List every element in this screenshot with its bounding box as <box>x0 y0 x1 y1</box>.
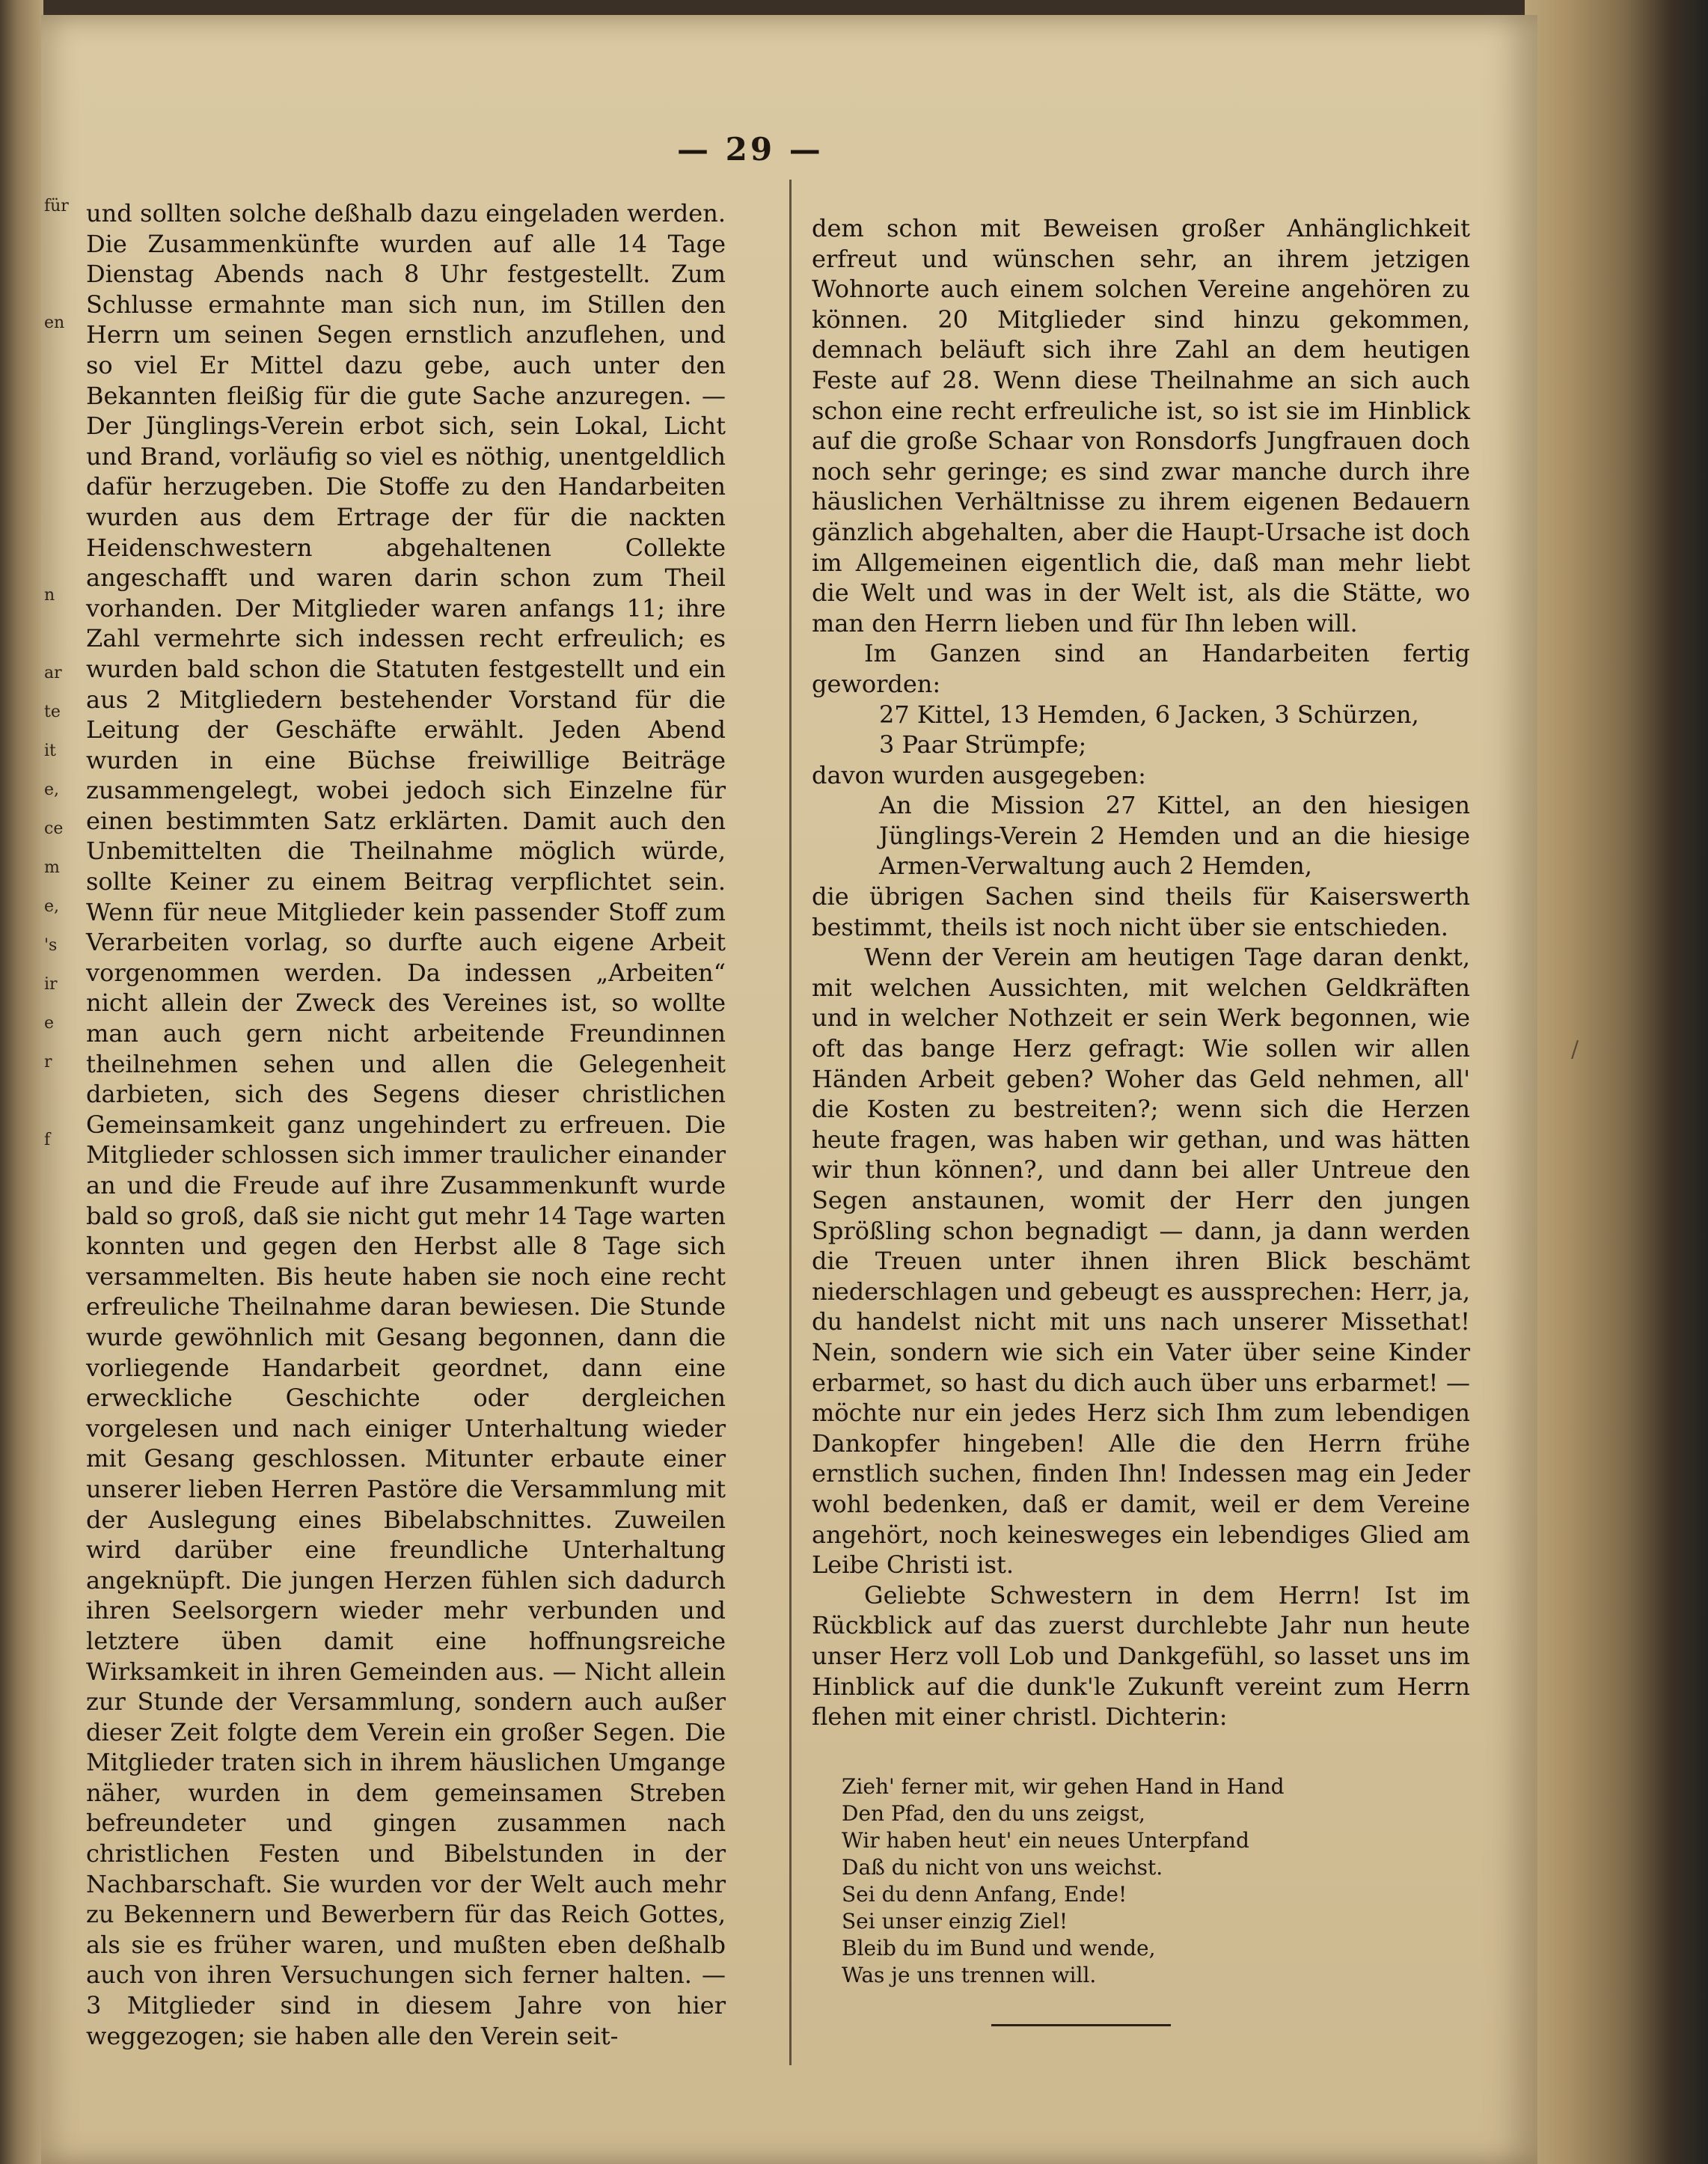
poem-line: Was je uns trennen will. <box>842 1963 1097 1987</box>
poem-line: Zieh' ferner mit, wir gehen Hand in Hand <box>842 1774 1285 1799</box>
page-number: — 29 — <box>677 131 824 168</box>
items-finished-list <box>812 700 1470 760</box>
items-finished-line-2: 3 Paar Strümpfe; <box>879 730 1087 759</box>
items-distributed-list: An die Mission 27 Kittel, an den hiesigen Jünglings-Verein 2 Hemden und an die hiesige Armen-Verwaltung auch 2 Hemden, <box>879 791 1470 881</box>
end-rule <box>991 2024 1171 2026</box>
facing-page-margin-fragments: für en n ar te it e, ce m e, 's ir e r f <box>44 197 69 1149</box>
right-column <box>812 213 1470 1732</box>
poem-line: Sei du denn Anfang, Ende! <box>842 1882 1127 1907</box>
pencil-mark: / <box>1571 1036 1579 1063</box>
poem-line: Den Pfad, den du uns zeigst, <box>842 1801 1145 1826</box>
page-stack-edge <box>1525 0 1708 2164</box>
poem-line: Bleib du im Bund und wende, <box>842 1936 1156 1960</box>
right-paragraph-4: die übrigen Sachen sind theils für Kaiserswerth bestimmt, theils ist noch nicht über sie entschieden. <box>812 882 1470 941</box>
poem-line: Daß du nicht von uns weichst. <box>842 1855 1163 1880</box>
items-finished-line-1: 27 Kittel, 13 Hemden, 6 Jacken, 3 Schürzen, <box>879 700 1419 729</box>
left-column-paragraph: und sollten solche deßhalb dazu eingeladen werden. Die Zusammenkünfte wurden auf alle 14 Tage Dienstag Abends nach 8 Uhr festgestellt. Zum Schlusse ermahnte man sich nun, im Stillen den Herrn um seinen Segen ernstlich anzuflehen, und so viel Er Mittel dazu gebe, auch unter den Bekannten fleißig für die gute Sache anzuregen. — Der Jünglings-Verein erbot sich, sein Lokal, Licht und Brand, vorläufig so viel es nöthig, unentgeldlich dafür herzugeben. Die Stoffe zu den Handarbeiten wurden aus dem Ertrage der für die nackten Heidenschwestern abgehaltenen Collekte angeschafft und waren darin schon zum Theil vorhanden. Der Mitglieder waren anfangs 11; ihre Zahl vermehrte sich indessen recht erfreulich; es wurden bald schon die Statuten festgestellt und ein aus 2 Mitgliedern bestehender Vorstand für die Leitung der Geschäfte erwählt. Jeden Abend wurden in eine Büchse freiwillige Beiträge zusammengelegt, wobei jedoch sich Einzelne für einen bestimmten Satz erklärten. Damit auch den Unbemittelten die Theilnahme möglich würde, sollte Keiner zu einem Beitrag verpflichtet sein. Wenn für neue Mitglieder kein passender Stoff zum Verarbeiten vorlag, so durfte auch eigene Arbeit vorgenommen werden. Da indessen „Arbeiten“ nicht allein der Zweck des Vereines ist, so wollte man auch gern nicht arbeitende Freundinnen theilnehmen sehen und allen die Gelegenheit darbieten, sich des Segens dieser christlichen Gemeinsamkeit ganz ungehindert zu erfreuen. Die Mitglieder schlossen sich immer traulicher einander an und die Freude auf ihre Zusammenkunft wurde bald so groß, daß sie nicht gut mehr 14 Tage warten konnten und gegen den Herbst alle 8 Tage sich versammelten. Bis heute haben sie noch eine recht erfreuliche Theilnahme daran bewiesen. Die Stunde wurde gewöhnlich mit Gesang begonnen, dann die vorliegende Handarbeit geordnet, dann eine erweckliche Geschichte oder dergleichen vorgelesen und nach einiger Unterhaltung wieder mit Gesang geschlossen. Mitunter erbaute einer unserer lieben Herren Pastöre die Versammlung mit der Auslegung eines Bibelabschnittes. Zuweilen wird darüber eine freundliche Unterhaltung angeknüpft. Die jungen Herzen fühlen sich dadurch ihren Seelsorgern wieder mehr verbunden und letztere üben damit eine hoffnungsreiche Wirksamkeit in ihren Gemeinden aus. — Nicht allein zur Stunde der Versammlung, sondern auch außer dieser Zeit folgte dem Verein ein großer Segen. Die Mitglieder traten sich in ihrem häuslichen Umgange näher, wurden in dem gemeinsamen Streben befreundeter und gingen zusammen nach christlichen Festen und Bibelstunden in der Nachbarschaft. Sie wurden vor der Welt auch mehr zu Bekennern und Bewerbern für das Reich Gottes, als sie es früher waren, und mußten eben deßhalb auch von ihren Versuchungen sich ferner halten. — 3 Mitglieder sind in diesem Jahre von hier weggezogen; sie haben alle den Verein seit- <box>86 199 726 2050</box>
column-divider <box>789 180 792 2065</box>
right-paragraph-5: Wenn der Verein am heutigen Tage daran denkt, mit welchen Aussichten, mit welchen Geldkräften und in welcher Nothzeit er sein Werk begonnen, wie oft das bange Herz gefragt: Wie sollen wir allen Händen Arbeit geben? Woher das Geld nehmen, all' die Kosten zu bestreiten?; wenn sich die Herzen heute fragen, was haben wir gethan, und was hätten wir thun können?, und dann bei aller Untreue den Segen anstaunen, womit der Herr den jungen Sprößling schon begnadigt — dann, ja dann werden die Treuen unter ihnen ihren Blick beschämt niederschlagen und gebeugt es aussprechen: Herr, ja, du handelst nicht mit uns nach unserer Missethat! Nein, sondern wie sich ein Vater über seine Kinder erbarmet, so hast du dich auch über uns erbarmet! — möchte nur ein jedes Herz sich Ihm zum lebendigen Dankopfer hingeben! Alle die den Herrn frühe ernstlich suchen, finden Ihn! Indessen mag ein Jeder wohl bedenken, daß er damit, weil er dem Vereine angehört, noch keinesweges ein lebendiges Glied am Leibe Christi ist. <box>812 943 1470 1580</box>
right-paragraph-1: dem schon mit Beweisen großer Anhänglichkeit erfreut und wünschen sehr, an ihrem jetzigen Wohnorte auch einem solchen Vereine angehören zu können. 20 Mitglieder sind hinzu gekommen, demnach beläuft sich ihre Zahl an dem heutigen Feste auf 28. Wenn diese Theilnahme an sich auch schon eine recht erfreuliche ist, so ist sie im Hinblick auf die große Schaar von Ronsdorfs Jungfrauen doch noch sehr geringe; es sind zwar manche durch ihre häuslichen Verhältnisse zu ihrem eigenen Bedauern gänzlich abgehalten, aber die Haupt-Ursache ist doch im Allgemeinen eigentlich die, daß man mehr liebt die Welt und was in der Welt ist, als die Stätte, wo man den Herrn lieben und für Ihn leben will. <box>812 214 1470 638</box>
right-paragraph-2: Im Ganzen sind an Handarbeiten fertig geworden: <box>812 639 1470 698</box>
poem-line: Wir haben heut' ein neues Unterpfand <box>842 1828 1249 1853</box>
poem-line: Sei unser einzig Ziel! <box>842 1909 1068 1934</box>
right-paragraph-6: Geliebte Schwestern in dem Herrn! Ist im Rückblick auf das zuerst durchlebte Jahr nun heute unser Herz voll Lob und Dankgefühl, so lasset uns im Hinblick auf die dunk'le Zukunft vereint zum Herrn flehen mit einer christl. Dichterin: <box>812 1580 1470 1731</box>
book-spine-left <box>0 0 43 2164</box>
right-paragraph-3: davon wurden ausgegeben: <box>812 760 1146 789</box>
left-column <box>86 198 726 2051</box>
poem <box>842 1773 1365 1989</box>
